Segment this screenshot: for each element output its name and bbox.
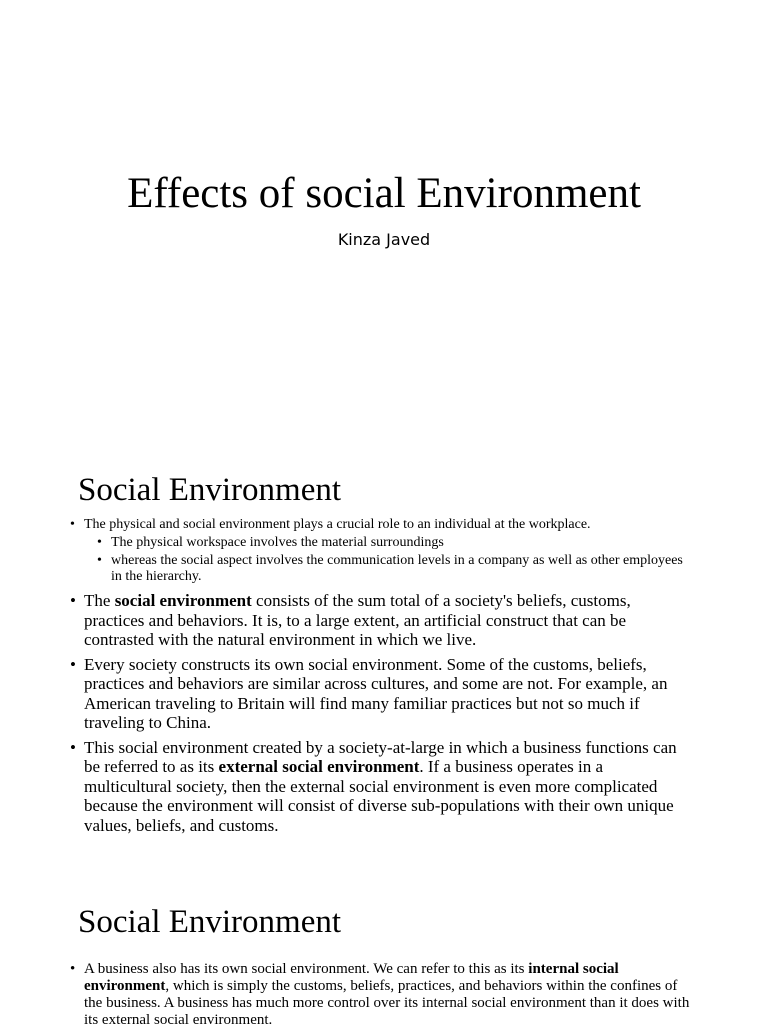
bullet-text: This social environment created by a society-at-large in which a business functions can be referred to as its <box>84 737 677 776</box>
bullet-item <box>0 591 690 650</box>
bullet-text: , which is simply the customs, beliefs, practices, and behaviors within the confines of the business. A business has much more control over its internal social environment than it does with its external social environment. <box>84 978 690 1028</box>
bullet-item <box>0 738 690 836</box>
slide-subtitle-author: Kinza Javed <box>337 230 431 249</box>
bullet-text: consists of the sum total of a society's beliefs, customs, practices and behaviors. It is, to a large extent, an artificial construct that can be contrasted with the natural environment in which we live. <box>84 591 631 649</box>
bullet-text: . If a business operates in a multicultural society, then the external social environment is even more complicated because the environment will consist of diverse sub-populations with their own unique values, beliefs, and customs. <box>84 757 674 835</box>
bullet-text: The <box>84 591 115 610</box>
slide-2-heading: Social Environment <box>78 472 342 508</box>
slide-2-bullet-list <box>0 517 691 835</box>
bullet-bold-term: social environment <box>114 591 252 610</box>
sub-bullet-item: • whereas the social aspect involves the communication levels in a company as well as other employees in the hierarchy. <box>0 553 691 585</box>
bullet-item: • The physical and social environment plays a crucial role to an individual at the workplace. <box>0 517 690 533</box>
bullet-item: • Every society constructs its own social environment. Some of the customs, beliefs, practices and behaviors are similar across cultures, and some are not. For example, an American traveling to Britain will find many familiar practices but not so much if traveling to China. <box>0 655 690 733</box>
slide-3-heading: Social Environment <box>78 904 342 940</box>
bullet-item <box>0 961 690 1029</box>
slide-3-bullet-list <box>0 961 690 1031</box>
sub-bullet-item: • The physical workspace involves the material surroundings <box>0 535 691 551</box>
slide-title: Effects of social Environment <box>127 170 641 217</box>
bullet-bold-term: external social environment <box>218 757 420 776</box>
bullet-text: A business also has its own social environment. We can refer to this as its <box>84 961 529 977</box>
bullet-bold-term: internal social environment <box>84 961 619 994</box>
